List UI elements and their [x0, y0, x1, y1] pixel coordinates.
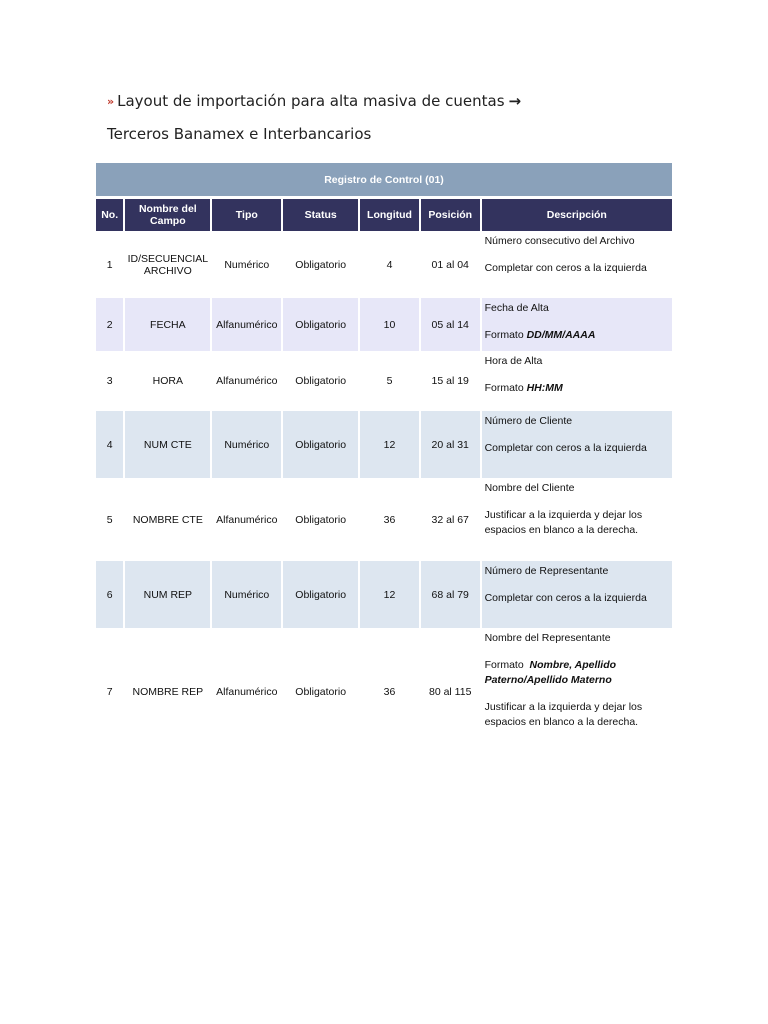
description-line: Fecha de Alta [484, 302, 549, 314]
cell-length: 10 [360, 298, 419, 351]
cell-type: Alfanumérico [212, 478, 281, 561]
column-header-status: Status [283, 199, 358, 231]
cell-no: 4 [96, 411, 123, 478]
cell-no: 3 [96, 351, 123, 411]
cell-type: Numérico [212, 561, 281, 628]
cell-position: 01 al 04 [421, 231, 480, 298]
cell-no: 5 [96, 478, 123, 561]
cell-status: Obligatorio [283, 561, 358, 628]
cell-field-name: NUM REP [125, 561, 210, 628]
column-header-position: Posición [421, 199, 480, 231]
column-header-no: No. [96, 199, 123, 231]
page-subtitle: Terceros Banamex e Interbancarios [107, 125, 372, 143]
description-note: Completar con ceros a la izquierda [484, 442, 647, 454]
cell-length: 5 [360, 351, 419, 411]
cell-position: 20 al 31 [421, 411, 480, 478]
table-row [96, 231, 672, 298]
format-value: DD/MM/AAAA [526, 329, 596, 341]
format-label: Formato [484, 659, 524, 671]
cell-status: Obligatorio [283, 478, 358, 561]
table-row [96, 628, 672, 756]
description-line: Nombre del Representante [484, 632, 611, 644]
cell-length: 4 [360, 231, 419, 298]
cell-status: Obligatorio [283, 231, 358, 298]
cell-description [482, 231, 672, 298]
cell-type: Alfanumérico [212, 298, 281, 351]
layout-table [94, 163, 674, 756]
cell-status: Obligatorio [283, 628, 358, 756]
cell-position: 05 al 14 [421, 298, 480, 351]
cell-type: Numérico [212, 411, 281, 478]
description-format [485, 658, 668, 688]
cell-field-name: ID/SECUENCIAL ARCHIVO [125, 231, 210, 298]
table-row [96, 411, 672, 478]
cell-description [482, 411, 672, 478]
bullet-icon: » [107, 95, 115, 108]
description-note: Justificar a la izquierda y dejar los espacios en blanco a la derecha. [484, 701, 643, 728]
table-row [96, 351, 672, 411]
cell-field-name: NOMBRE CTE [125, 478, 210, 561]
description-line: Número de Cliente [484, 415, 573, 427]
cell-position: 15 al 19 [421, 351, 480, 411]
format-label: Formato [484, 329, 524, 341]
cell-field-name: HORA [125, 351, 210, 411]
cell-position: 68 al 79 [421, 561, 480, 628]
cell-length: 12 [360, 411, 419, 478]
table-row [96, 561, 672, 628]
table-caption: Registro de Control (01) [96, 163, 672, 196]
column-header-type: Tipo [212, 199, 281, 231]
description-note: Completar con ceros a la izquierda [484, 592, 647, 604]
cell-description [482, 298, 672, 351]
format-value: HH:MM [526, 382, 563, 394]
column-header-description: Descripción [482, 199, 672, 231]
description-line: Hora de Alta [484, 355, 543, 367]
cell-length: 36 [360, 478, 419, 561]
column-header-length: Longitud [360, 199, 419, 231]
cell-no: 1 [96, 231, 123, 298]
column-header-field-name: Nombre del Campo [125, 199, 210, 231]
arrow-right-icon: → [508, 92, 522, 110]
format-label: Formato [484, 382, 524, 394]
cell-no: 7 [96, 628, 123, 756]
description-note: Justificar a la izquierda y dejar los espacios en blanco a la derecha. [484, 509, 643, 536]
cell-status: Obligatorio [283, 298, 358, 351]
table-row [96, 478, 672, 561]
description-note: Completar con ceros a la izquierda [484, 262, 647, 274]
cell-length: 36 [360, 628, 419, 756]
cell-position: 32 al 67 [421, 478, 480, 561]
table-caption-row [96, 163, 672, 196]
cell-status: Obligatorio [283, 411, 358, 478]
cell-field-name: NUM CTE [125, 411, 210, 478]
page-title [107, 92, 521, 110]
cell-length: 12 [360, 561, 419, 628]
cell-no: 6 [96, 561, 123, 628]
cell-field-name: FECHA [125, 298, 210, 351]
cell-description [482, 351, 672, 411]
cell-type: Alfanumérico [212, 351, 281, 411]
description-format [485, 381, 668, 396]
table-header-row [96, 199, 672, 231]
description-line: Número de Representante [484, 565, 609, 577]
cell-description [482, 478, 672, 561]
cell-description [482, 561, 672, 628]
cell-position: 80 al 115 [421, 628, 480, 756]
description-format [485, 328, 668, 343]
cell-status: Obligatorio [283, 351, 358, 411]
table-row [96, 298, 672, 351]
description-line: Número consecutivo del Archivo [484, 235, 635, 247]
cell-field-name: NOMBRE REP [125, 628, 210, 756]
cell-type: Alfanumérico [212, 628, 281, 756]
cell-type: Numérico [212, 231, 281, 298]
description-line: Nombre del Cliente [484, 482, 575, 494]
cell-no: 2 [96, 298, 123, 351]
format-value: Nombre, Apellido Paterno/Apellido Materno [484, 659, 617, 686]
cell-description [482, 628, 672, 756]
title-text: Layout de importación para alta masiva de cuentas [117, 92, 505, 110]
